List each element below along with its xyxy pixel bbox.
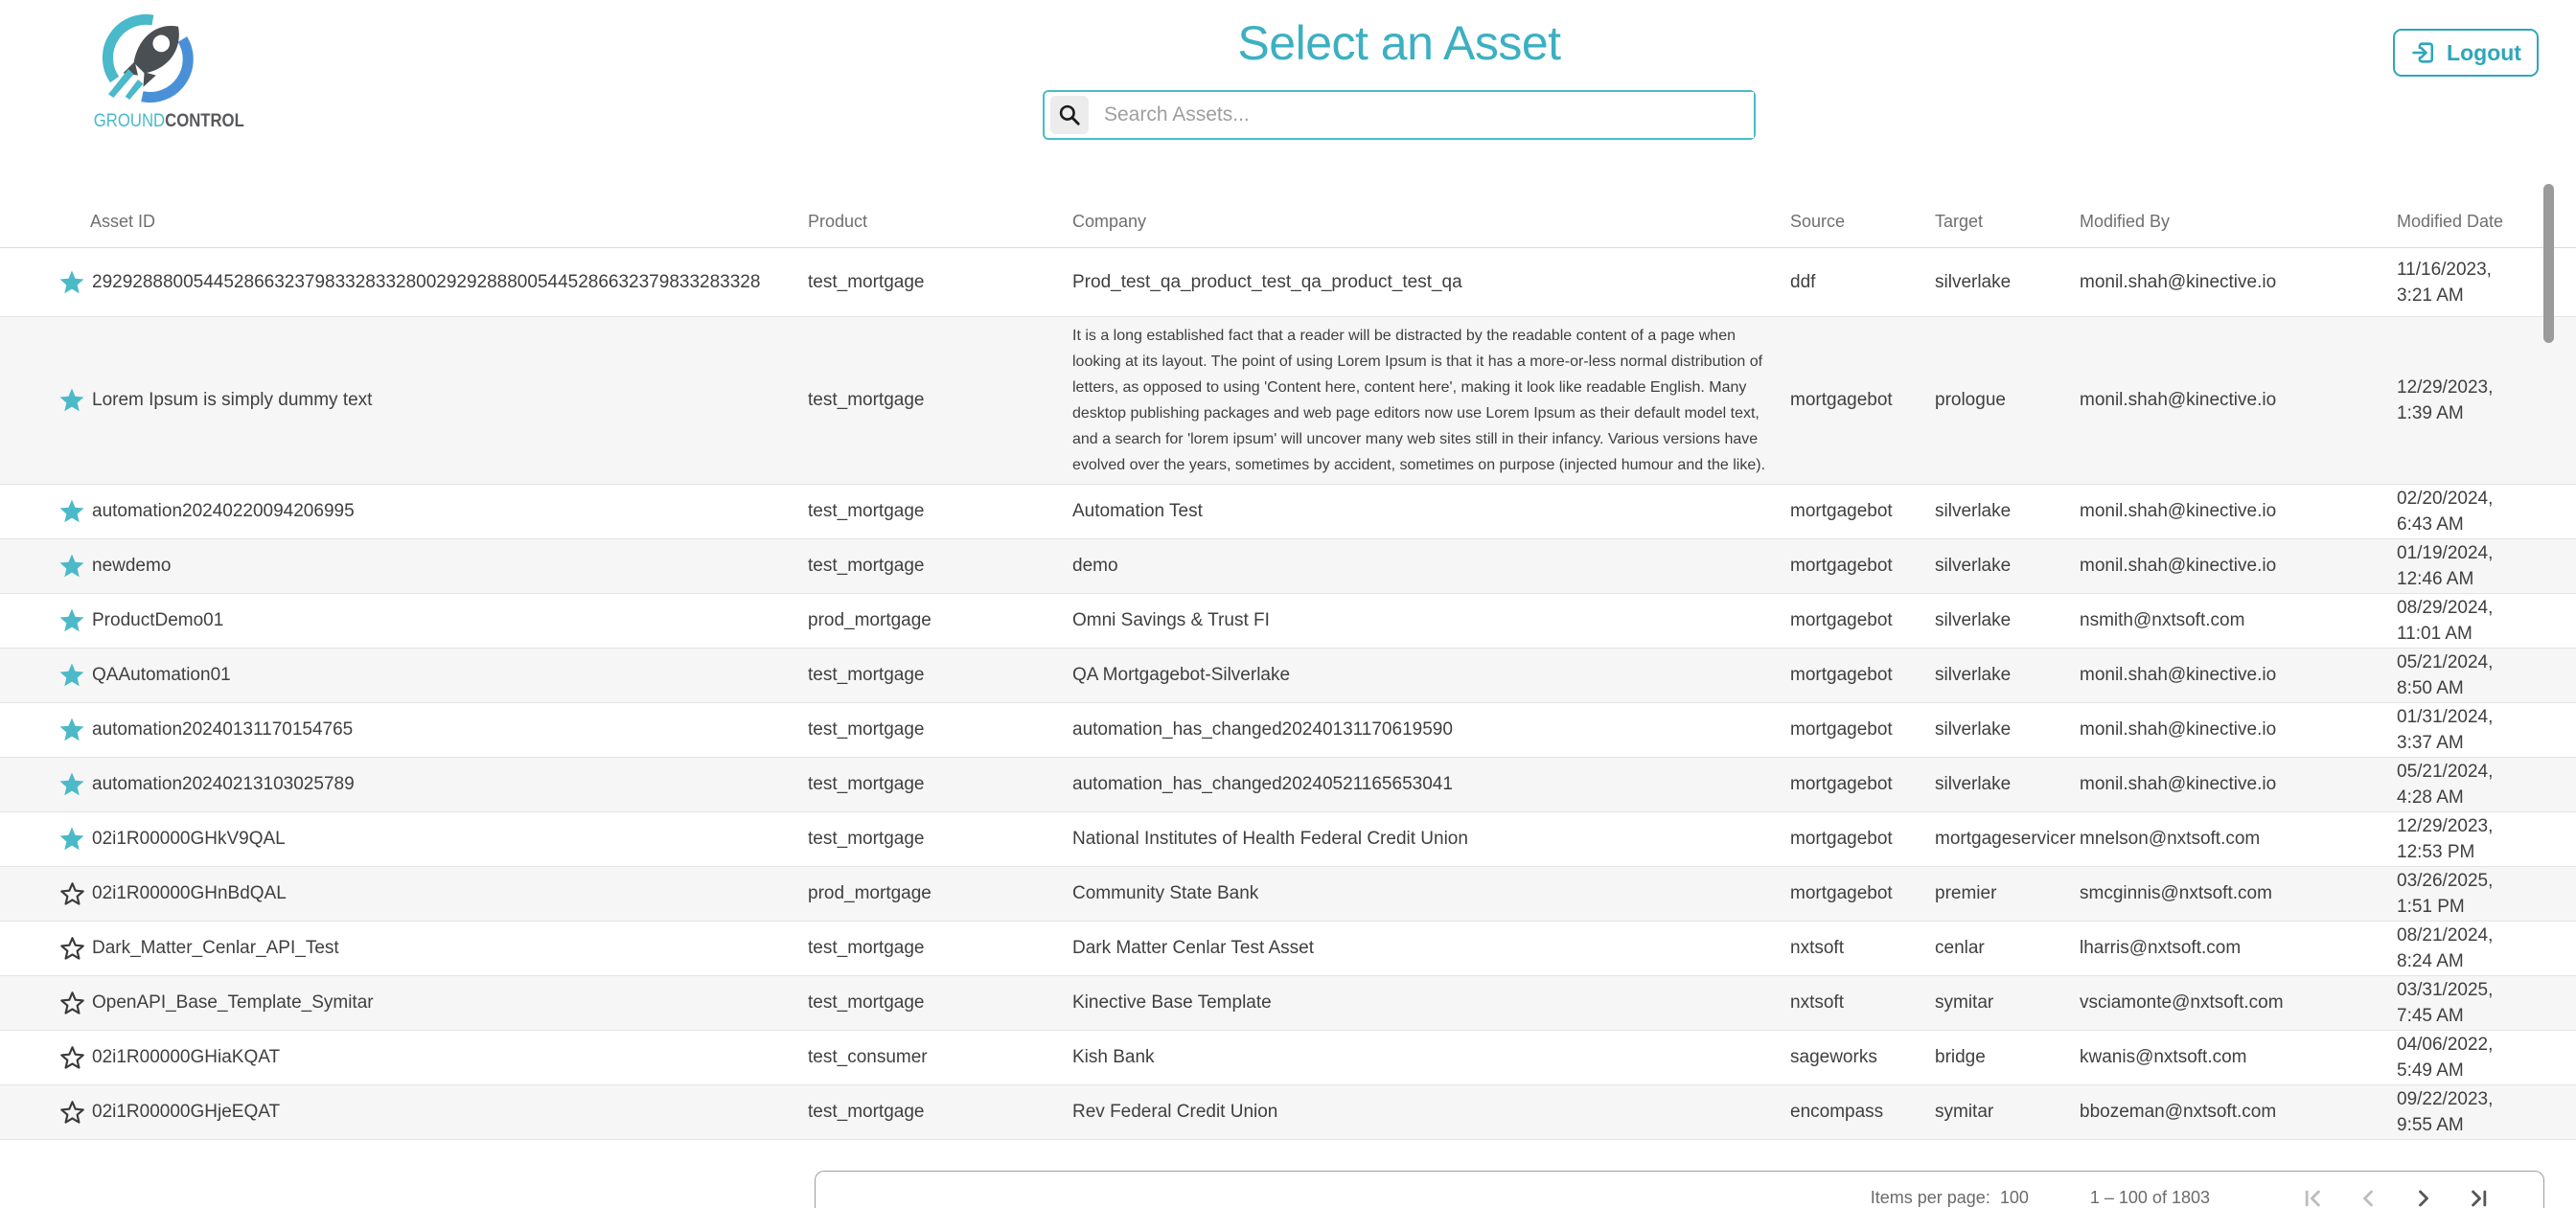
- modified-date-cell: [2397, 759, 2542, 810]
- company-cell: National Institutes of Health Federal Credit Union: [1072, 829, 1468, 849]
- product-cell: test_consumer: [808, 1047, 928, 1067]
- scrollbar-thumb[interactable]: [2543, 184, 2554, 343]
- company-cell: automation_has_changed20240521165653041: [1072, 774, 1453, 794]
- company-cell: Prod_test_qa_product_test_qa_product_test_qa: [1072, 271, 1462, 292]
- company-cell: automation_has_changed20240131170619590: [1072, 719, 1453, 740]
- company-cell: demo: [1072, 556, 1118, 576]
- modified-date-cell: [2397, 868, 2542, 920]
- modified-date-line2: 4:28 AM: [2397, 787, 2464, 808]
- modified-date-line1: 09/22/2023,: [2397, 1089, 2494, 1109]
- modified-date-line2: 1:51 PM: [2397, 897, 2465, 917]
- modified-date-line2: 5:49 AM: [2397, 1060, 2464, 1081]
- company-cell: Dark Matter Cenlar Test Asset: [1072, 938, 1315, 958]
- target-cell: silverlake: [1935, 271, 2012, 292]
- star-filled-icon[interactable]: [58, 552, 86, 581]
- column-header-modified-by: Modified By: [2080, 212, 2171, 231]
- target-cell: prologue: [1935, 390, 2006, 410]
- column-header-asset-id: Asset ID: [90, 212, 156, 231]
- table-body: [0, 248, 2576, 1140]
- product-cell: test_mortgage: [808, 556, 925, 576]
- asset-id-cell: [58, 606, 808, 635]
- paginator-range-label: 1 – 100 of 1803: [2089, 1188, 2210, 1207]
- modified-date-line2: 9:55 AM: [2397, 1115, 2464, 1135]
- table-row[interactable]: [0, 922, 2576, 976]
- modified-date-line2: 6:43 AM: [2397, 514, 2464, 535]
- target-cell: symitar: [1935, 1102, 1994, 1122]
- source-cell: sageworks: [1790, 1047, 1877, 1067]
- search-box: [1043, 90, 1756, 140]
- rocket-logo-icon: [86, 10, 211, 109]
- source-cell: mortgagebot: [1790, 610, 1893, 630]
- asset-id-cell: [58, 770, 808, 799]
- asset-id-cell: [58, 661, 808, 690]
- company-cell: Automation Test: [1072, 501, 1203, 521]
- company-cell: It is a long established fact that a reader will be distracted by the readable content of a page when looking at its layout. The point of using Lorem Ipsum is that it has a more-or-less normal distribution of letters, as opposed to using 'Content here, content here', making it look like readable English. Many desktop publishing packages and web page editors now use Lorem Ipsum as their default model text, and a search for 'lorem ipsum' will uncover many web sites still in their infancy. Various versions have evolved over the years, sometimes by accident, sometimes on purpose (injected humour and the like).: [1072, 328, 1766, 473]
- product-cell: test_mortgage: [808, 1102, 925, 1122]
- asset-id: newdemo: [92, 556, 172, 576]
- asset-id: 02i1R00000GHjeEQAT: [92, 1102, 281, 1122]
- target-cell: premier: [1935, 883, 1997, 903]
- product-cell: test_mortgage: [808, 992, 925, 1013]
- source-cell: mortgagebot: [1790, 665, 1893, 685]
- logo-word-control: CONTROL: [165, 111, 244, 131]
- modified-by-cell: monil.shah@kinective.io: [2080, 719, 2277, 740]
- star-filled-icon[interactable]: [58, 606, 86, 635]
- asset-id-cell: [58, 1098, 808, 1127]
- modified-date-line2: 8:24 AM: [2397, 951, 2464, 971]
- asset-id-cell: [58, 552, 808, 581]
- asset-id-cell: [58, 386, 808, 415]
- modified-date-line2: 1:39 AM: [2397, 403, 2464, 423]
- target-cell: mortgageservicer: [1935, 829, 2076, 849]
- asset-id-cell: [58, 268, 808, 297]
- column-header-target: Target: [1935, 212, 1984, 231]
- target-cell: silverlake: [1935, 774, 2012, 794]
- logo-wordmark: [93, 111, 244, 132]
- modified-date-cell: [2397, 595, 2542, 647]
- modified-date-line2: 12:53 PM: [2397, 842, 2475, 862]
- paginator-nav: [2292, 1182, 2499, 1208]
- asset-id: QAAutomation01: [92, 665, 231, 685]
- product-cell: test_mortgage: [808, 390, 925, 410]
- column-header-source: Source: [1790, 212, 1846, 231]
- modified-by-cell: smcginnis@nxtsoft.com: [2080, 883, 2272, 903]
- star-outline-icon[interactable]: [58, 1043, 86, 1072]
- table-row[interactable]: [0, 248, 2576, 317]
- modified-date-line1: 05/21/2024,: [2397, 762, 2494, 782]
- modified-date-cell: [2397, 1086, 2542, 1138]
- asset-id-cell: [58, 879, 808, 908]
- star-filled-icon[interactable]: [58, 661, 86, 690]
- table-row[interactable]: [0, 317, 2576, 485]
- scrollbar[interactable]: [2543, 182, 2555, 1169]
- target-cell: silverlake: [1935, 610, 2012, 630]
- modified-date-line1: 08/21/2024,: [2397, 925, 2494, 946]
- modified-date-cell: [2397, 923, 2542, 974]
- company-cell: Kinective Base Template: [1072, 992, 1272, 1013]
- asset-id-cell: [58, 989, 808, 1017]
- last-page-icon[interactable]: [2459, 1182, 2499, 1208]
- table-row[interactable]: [0, 812, 2576, 867]
- source-cell: mortgagebot: [1790, 501, 1893, 521]
- target-cell: symitar: [1935, 992, 1994, 1013]
- paginator-bar: [815, 1171, 2544, 1208]
- table-row[interactable]: [0, 594, 2576, 649]
- modified-by-cell: monil.shah@kinective.io: [2080, 271, 2277, 292]
- table-row[interactable]: [0, 976, 2576, 1031]
- table-row[interactable]: [0, 539, 2576, 594]
- modified-by-cell: lharris@nxtsoft.com: [2080, 938, 2242, 958]
- company-cell: Rev Federal Credit Union: [1072, 1102, 1278, 1122]
- asset-id-cell: [58, 934, 808, 963]
- modified-date-cell: [2397, 977, 2542, 1029]
- star-filled-icon[interactable]: [58, 268, 86, 297]
- star-filled-icon[interactable]: [58, 386, 86, 415]
- logo-word-ground: GROUND: [93, 111, 166, 131]
- modified-date-line1: 11/16/2023,: [2397, 259, 2492, 280]
- star-filled-icon[interactable]: [58, 825, 86, 854]
- modified-date-cell: [2397, 650, 2542, 701]
- search-input[interactable]: [1089, 92, 1754, 138]
- table-row[interactable]: [0, 1085, 2576, 1140]
- table-row[interactable]: [0, 649, 2576, 703]
- table-row[interactable]: [0, 485, 2576, 539]
- modified-date-line2: 12:46 AM: [2397, 569, 2474, 589]
- column-header-company: Company: [1072, 212, 1147, 231]
- product-cell: test_mortgage: [808, 719, 925, 740]
- column-header-product: Product: [808, 212, 868, 231]
- groundcontrol-logo: [86, 10, 244, 132]
- modified-by-cell: mnelson@nxtsoft.com: [2080, 829, 2261, 849]
- table-row[interactable]: [0, 1031, 2576, 1085]
- asset-id: automation20240220094206995: [92, 501, 355, 521]
- modified-date-line1: 08/29/2024,: [2397, 598, 2494, 618]
- star-filled-icon[interactable]: [58, 716, 86, 744]
- modified-by-cell: nsmith@nxtsoft.com: [2080, 610, 2245, 630]
- table-header-row: [0, 187, 2576, 248]
- modified-date-line1: 02/20/2024,: [2397, 489, 2494, 509]
- company-cell: QA Mortgagebot-Silverlake: [1072, 665, 1291, 685]
- modified-date-cell: [2397, 540, 2542, 592]
- asset-id: 02i1R00000GHiaKQAT: [92, 1047, 281, 1067]
- logout-label: Logout: [2447, 39, 2521, 65]
- search-icon: [1050, 96, 1089, 134]
- modified-date-line2: 8:50 AM: [2397, 678, 2464, 698]
- modified-date-line2: 3:37 AM: [2397, 733, 2464, 753]
- modified-date-cell: [2397, 257, 2542, 308]
- modified-date-cell: [2397, 486, 2542, 537]
- company-cell: Community State Bank: [1072, 883, 1259, 903]
- asset-id-cell: [58, 825, 808, 854]
- previous-page-icon[interactable]: [2348, 1182, 2388, 1208]
- column-header-modified-date: Modified Date: [2397, 212, 2504, 231]
- source-cell: ddf: [1790, 271, 1816, 292]
- table-row[interactable]: [0, 867, 2576, 922]
- target-cell: silverlake: [1935, 719, 2012, 740]
- assets-table: [0, 187, 2576, 1140]
- modified-date-line1: 01/19/2024,: [2397, 543, 2494, 563]
- logout-button[interactable]: [2393, 29, 2539, 77]
- modified-date-line2: 7:45 AM: [2397, 1006, 2464, 1026]
- star-filled-icon[interactable]: [58, 497, 86, 526]
- modified-date-line1: 03/26/2025,: [2397, 871, 2494, 891]
- star-outline-icon[interactable]: [58, 879, 86, 908]
- modified-date-cell: [2397, 375, 2542, 426]
- modified-by-cell: monil.shah@kinective.io: [2080, 665, 2277, 685]
- product-cell: test_mortgage: [808, 501, 925, 521]
- source-cell: mortgagebot: [1790, 390, 1893, 410]
- asset-id: automation20240213103025789: [92, 774, 355, 794]
- modified-date-line1: 04/06/2022,: [2397, 1035, 2494, 1055]
- modified-by-cell: monil.shah@kinective.io: [2080, 390, 2277, 410]
- modified-by-cell: monil.shah@kinective.io: [2080, 556, 2277, 576]
- modified-date-line1: 05/21/2024,: [2397, 652, 2494, 672]
- product-cell: test_mortgage: [808, 829, 925, 849]
- modified-date-line1: 12/29/2023,: [2397, 816, 2494, 836]
- source-cell: mortgagebot: [1790, 719, 1893, 740]
- star-outline-icon[interactable]: [58, 989, 86, 1017]
- source-cell: nxtsoft: [1790, 992, 1844, 1013]
- modified-date-cell: [2397, 813, 2542, 865]
- modified-date-cell: [2397, 704, 2542, 756]
- modified-date-line1: 01/31/2024,: [2397, 707, 2494, 727]
- company-cell: Omni Savings & Trust FI: [1072, 610, 1270, 630]
- items-per-page-label: Items per page:: [1870, 1188, 1990, 1207]
- asset-id: 02i1R00000GHkV9QAL: [92, 829, 286, 849]
- source-cell: mortgagebot: [1790, 774, 1893, 794]
- company-cell: Kish Bank: [1072, 1047, 1155, 1067]
- product-cell: test_mortgage: [808, 774, 925, 794]
- star-filled-icon[interactable]: [58, 770, 86, 799]
- star-outline-icon[interactable]: [58, 934, 86, 963]
- asset-id: Dark_Matter_Cenlar_API_Test: [92, 938, 339, 958]
- asset-id-cell: [58, 1043, 808, 1072]
- product-cell: test_mortgage: [808, 938, 925, 958]
- product-cell: prod_mortgage: [808, 883, 932, 903]
- star-outline-icon[interactable]: [58, 1098, 86, 1127]
- target-cell: silverlake: [1935, 501, 2012, 521]
- modified-date-line2: 3:21 AM: [2397, 285, 2464, 306]
- logout-icon: [2410, 39, 2437, 66]
- modified-by-cell: monil.shah@kinective.io: [2080, 774, 2277, 794]
- modified-by-cell: kwanis@nxtsoft.com: [2080, 1047, 2247, 1067]
- product-cell: test_mortgage: [808, 665, 925, 685]
- table-row[interactable]: [0, 758, 2576, 812]
- next-page-icon[interactable]: [2404, 1182, 2444, 1208]
- modified-by-cell: bbozeman@nxtsoft.com: [2080, 1102, 2277, 1122]
- asset-id: Lorem Ipsum is simply dummy text: [92, 390, 373, 410]
- asset-id: 02i1R00000GHnBdQAL: [92, 883, 287, 903]
- table-row[interactable]: [0, 703, 2576, 758]
- source-cell: mortgagebot: [1790, 829, 1893, 849]
- source-cell: encompass: [1790, 1102, 1884, 1122]
- product-cell: test_mortgage: [808, 271, 925, 292]
- items-per-page-value[interactable]: 100: [1999, 1188, 2029, 1207]
- asset-id-cell: [58, 716, 808, 744]
- page-title: Select an Asset: [1237, 16, 1561, 70]
- asset-id: OpenAPI_Base_Template_Symitar: [92, 992, 374, 1013]
- target-cell: silverlake: [1935, 556, 2012, 576]
- source-cell: mortgagebot: [1790, 883, 1893, 903]
- asset-id: 292928880054452866323798332833280029292888005445286632379833283328: [92, 271, 761, 292]
- source-cell: mortgagebot: [1790, 556, 1893, 576]
- modified-date-line1: 12/29/2023,: [2397, 377, 2494, 398]
- source-cell: nxtsoft: [1790, 938, 1844, 958]
- first-page-icon[interactable]: [2292, 1182, 2333, 1208]
- modified-date-line2: 11:01 AM: [2397, 624, 2472, 644]
- modified-date-line1: 03/31/2025,: [2397, 980, 2494, 1000]
- modified-by-cell: monil.shah@kinective.io: [2080, 501, 2277, 521]
- asset-id: ProductDemo01: [92, 610, 224, 630]
- modified-date-cell: [2397, 1032, 2542, 1083]
- modified-by-cell: vsciamonte@nxtsoft.com: [2080, 992, 2284, 1013]
- target-cell: bridge: [1935, 1047, 1986, 1067]
- target-cell: cenlar: [1935, 938, 1985, 958]
- product-cell: prod_mortgage: [808, 610, 932, 630]
- target-cell: silverlake: [1935, 665, 2012, 685]
- asset-id-cell: [58, 497, 808, 526]
- asset-id: automation20240131170154765: [92, 719, 354, 740]
